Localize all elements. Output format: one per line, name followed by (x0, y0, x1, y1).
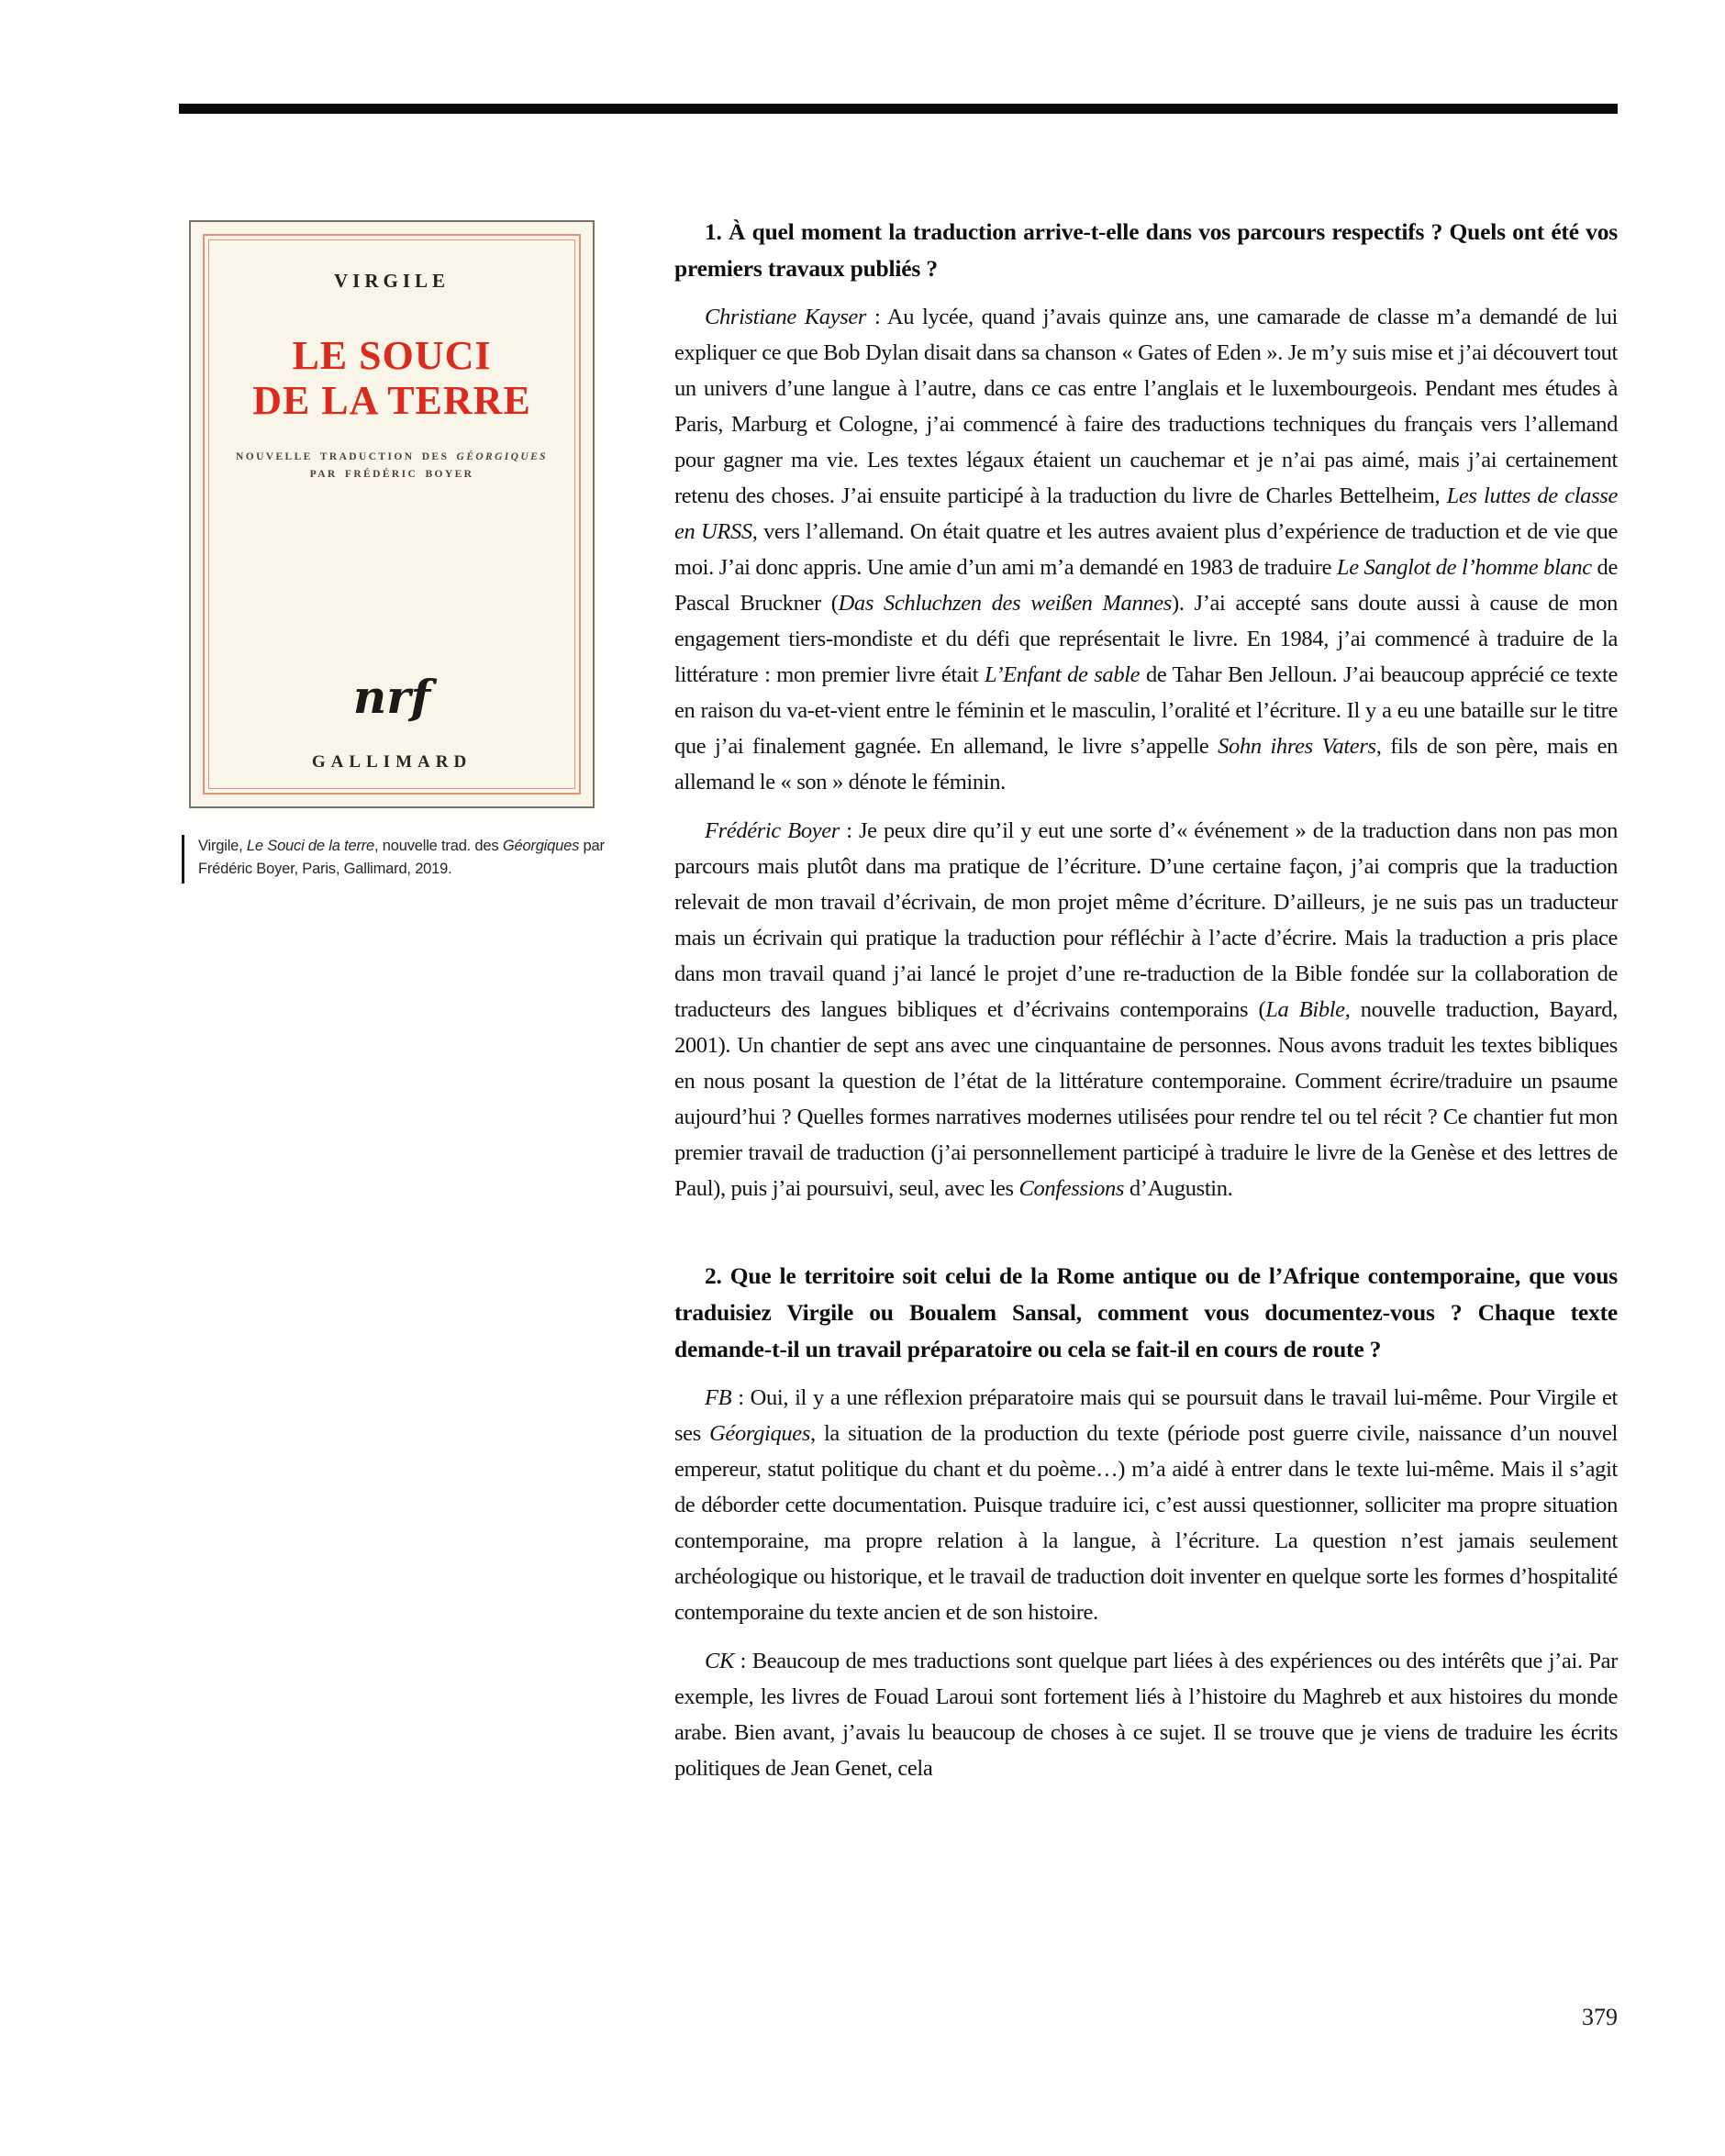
question-1: 1. À quel moment la traduction arrive-t-elle dans vos parcours respectifs ? Quels ont été vos premiers travaux publiés ? (674, 218, 1618, 282)
answer-fb: FB : Oui, il y a une réflexion préparatoire mais qui se poursuit dans le travail lui-même. Pour Virgile et ses Géorgiques, la situation de la production du texte (période post guerre civile, naissance d’un nouvel empereur, statut politique du chant et du poème…) m’a aidé à entrer dans le texte lui-même. Mais il s’agit de déborder cette documentation. Puisque traduire ici, c’est aussi questionner, solliciter ma propre situation contemporaine, ma propre relation à la langue, à l’écriture. La question n’est jamais seulement archéologique ou historique, et le travail de traduction doit inventer en quelque sorte les formes d’hospitalité contemporaine du texte ancien et de son histoire. (674, 1385, 1618, 1625)
answer-ck: CK : Beaucoup de mes traductions sont quelque part liées à des expériences ou des intérêts que j’ai. Par exemple, les livres de Fouad Laroui sont fortement liés à l’histoire du Maghreb et aux histoires du monde arabe. Bien avant, j’avais lu beaucoup de choses à ce sujet. Il se trouve que je viens de traduire les écrits politiques de Jean Genet, cela (674, 1649, 1618, 1781)
book-cover-figure (189, 220, 595, 808)
article-column (674, 214, 1618, 1799)
cover-title-line1: LE SOUCI (292, 333, 492, 378)
cover-subtitle (191, 449, 593, 483)
cover-subtitle-line1: NOUVELLE TRADUCTION DES GÉORGIQUES (236, 451, 548, 462)
caption-text: Virgile, Le Souci de la terre, nouvelle trad. des Géorgiques par Frédéric Boyer, Paris, Gallimard, 2019. (198, 838, 605, 877)
answer-boyer: Frédéric Boyer : Je peux dire qu’il y eut une sorte d’« événement » de la traduction dans non pas mon parcours mais plutôt dans ma pratique de l’écriture. D’une certaine façon, j’ai compris que la traduction relevait de mon travail d’écrivain, de mon projet même d’écriture. D’ailleurs, je ne suis pas un traducteur mais un écrivain qui pratique la traduction pour réfléchir à l’acte d’écrire. Mais la traduction a pris place dans mon travail quand j’ai lancé le projet d’une re-traduction de la Bible fondée sur la collaboration de traducteurs des langues bibliques et d’écrivains contemporains (La Bible, nouvelle traduction, Bayard, 2001). Un chantier de sept ans avec une cinquantaine de personnes. Nous avons traduit les textes bibliques en nous posant la question de l’état de la littérature contemporaine. Comment écrire/traduire un psaume aujourd’hui ? Quelles formes narratives modernes utilisées pour rendre tel ou tel récit ? Ce chantier fut mon premier travail de traduction (j’ai personnellement participé à traduire le livre de la Genèse et des lettres de Paul), puis j’ai poursuivi, seul, avec les Confessions d’Augustin. (674, 818, 1618, 1201)
question-2: 2. Que le territoire soit celui de la Rome antique ou de l’Afrique contemporaine, que vous traduisiez Virgile ou Boualem Sansal, comment vous documentez-vous ? Chaque texte demande-t-il un travail préparatoire ou cela se fait-il en cours de route ? (674, 1262, 1618, 1362)
nrf-logo: nrf (352, 670, 431, 724)
top-rule (179, 104, 1618, 114)
page-number: 379 (1582, 2004, 1618, 2030)
caption-bar (182, 835, 184, 884)
cover-author: VIRGILE (333, 270, 451, 292)
cover-subtitle-line2: PAR FRÉDÉRIC BOYER (309, 469, 474, 480)
cover-publisher: GALLIMARD (311, 752, 473, 772)
answer-kayser: Christiane Kayser : Au lycée, quand j’avais quinze ans, une camarade de classe m’a demandé de lui expliquer ce que Bob Dylan disait dans sa chanson « Gates of Eden ». Je m’y suis mise et j’ai découvert tout un univers d’une langue à l’autre, dans ce cas entre l’anglais et le luxembourgeois. Pendant mes études à Paris, Marburg et Cologne, j’ai commencé à faire des traductions techniques du français vers l’allemand pour gagner ma vie. Les textes légaux étaient un cauchemar et je n’ai pas aimé, mais j’ai certainement retenu des choses. J’ai ensuite participé à la traduction du livre de Charles Bettelheim, Les luttes de classe en URSS, vers l’allemand. On était quatre et les autres avaient plus d’expérience de traduction et de vie que moi. J’ai donc appris. Une amie d’un ami m’a demandé en 1983 de traduire Le Sanglot de l’homme blanc de Pascal Bruckner (Das Schluchzen des weißen Mannes). J’ai accepté sans doute aussi à cause de mon engagement tiers-mondiste et du défi que représentait le livre. En 1984, j’ai commencé à traduire de la littérature : mon premier livre était L’Enfant de sable de Tahar Ben Jelloun. J’ai beaucoup apprécié ce texte en raison du va-et-vient entre le féminin et le masculin, l’oralité et l’écriture. Il y a eu une bataille sur le titre que j’ai finalement gagnée. En allemand, le livre s’appelle Sohn ihres Vaters, fils de son père, mais en allemand le « son » dénote le féminin. (674, 305, 1618, 795)
cover-title-line2: DE LA TERRE (252, 378, 531, 423)
cover-title (191, 333, 593, 423)
figure-caption (182, 835, 629, 884)
book-cover (189, 220, 595, 808)
